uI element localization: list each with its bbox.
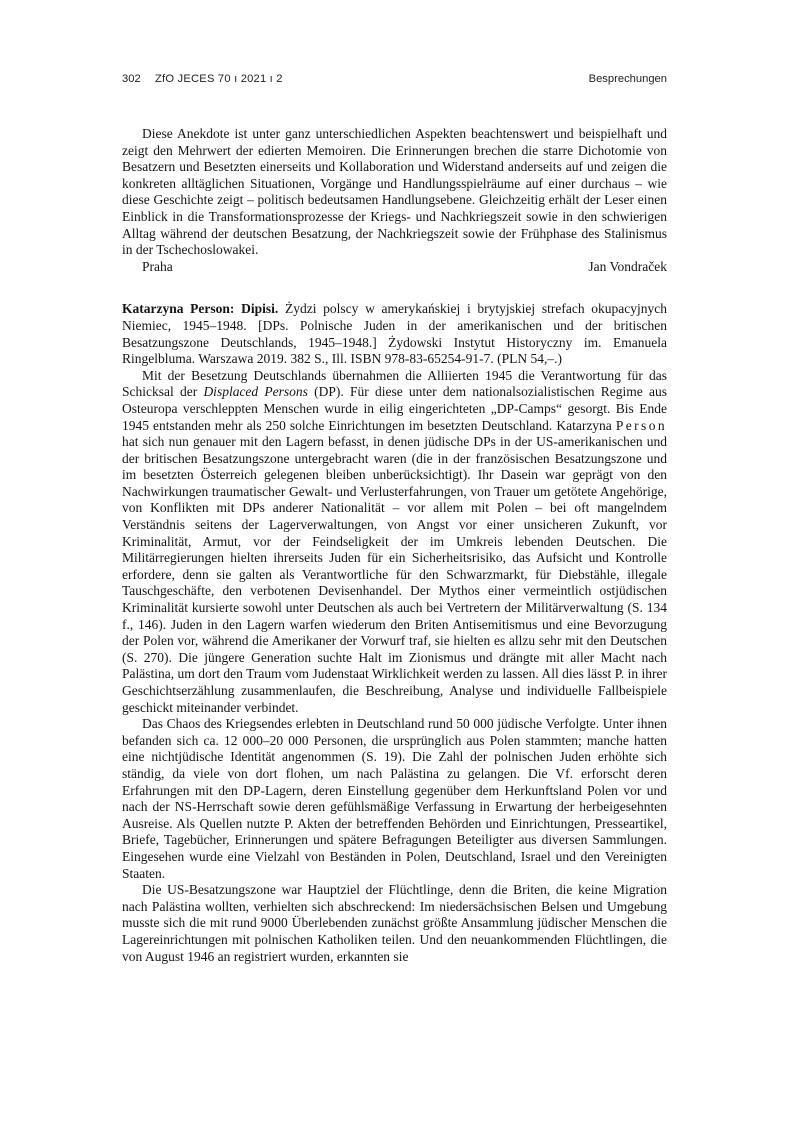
review2-p1-author-spaced: Person [615, 417, 667, 433]
review1-place: Praha [142, 258, 173, 274]
review2-p1-part-c: hat sich nun genauer mit den Lagern befasst, in denen jüdische DPs in der US-amerikanischen und der britischen Besatzungszone untergebracht waren (die in der französischen Besatzungszone und im besetzten Österreich gelegenen bleiben unberücksichtigt). Ihr Dasein war geprägt von den Nachwirkungen traumatischer Gewalt- und Verlusterfahrungen, von Trauer um getötete Angehörige, von Konflikten mit DPs anderer Nationalität – vor allem mit Polen – bei oft mangelndem Verständnis seitens der Lagerverwaltungen, von Angst vor einer unsicheren Zukunft, vor Kriminalität, Armut, vor der Feindseligkeit der im Umkreis lebenden Deutschen. Die Militärregierungen hielten ihrerseits Juden für ein Sicherheitsrisiko, das Aufsicht und Kontrolle erfordere, denn sie galten als Verantwortliche für den Schwarzmarkt, für Diebstähle, illegale Tauschgeschäfte, den verbotenen Devisenhandel. Der Mythos einer vermeintlich ostjüdischen Kriminalität kursierte sowohl unter Deutschen als auch bei Vertretern der Militärverwaltung (S. 134 f., 146). Juden in den Lagern warfen wiederum den Briten Antisemitismus und eine Bevorzugung der Polen vor, während die Amerikaner der Vorwurf traf, sie hielten es allzu sehr mit den Deutschen (S. 270). Die jüngere Generation suchte Halt im Zionismus und drängte mit aller Macht nach Palästina, um dort den Traum vom Judenstaat Wirklichkeit werden zu lassen. All dies lässt P. in ihrer Geschichtserzählung zusammenlaufen, die Beschreibung, Analyse und individuelle Fallbeispiele geschickt miteinander verbindet. [122, 434, 667, 715]
review2-paragraph-1 [122, 368, 667, 716]
review2-p1-italic: Displaced Persons [203, 384, 308, 400]
review2-heading-bibliography: Żydzi polscy w amerykańskiej i brytyjskiej strefach okupacyjnych Niemiec, 1945–1948. [DPs. Polnische Juden in der amerikanischen und der britischen Besatzungszone Deutschlands, 1945–1948.] Żydowski Instytut Historyczny im. Emanuela Ringelbluma. Warszawa 2019. 382 S., Ill. ISBN 978-83-65254-91-7. (PLN 54,–.) [122, 301, 667, 367]
review1-paragraph: Diese Anekdote ist unter ganz unterschiedlichen Aspekten beachtenswert und beispielhaft und zeigt den Mehrwert der edierten Memoiren. Die Erinnerungen brechen die starre Dichotomie von Besatzern und Besetzten einerseits und Kollaboration und Widerstand anderseits auf und zeigen die konkreten alltäglichen Situationen, Vorgänge und Handlungsspielräume auf einer durchaus – wie diese Geschichte zeigt – politisch bedeutsamen Handlungsebene. Gleichzeitig erhält der Leser einen Einblick in die Transformationsprozesse der Kriegs- und Nachkriegszeit sowie in den schwierigen Alltag während der deutschen Besatzung, der Nachkriegszeit sowie der Frühphase des Stalinismus in der Tschechoslowakei. [122, 126, 667, 258]
journal-title: ZfO JECES 70 ı 2021 ı 2 [155, 73, 283, 85]
review2-heading-author: Katarzyna Person: Dipisi. [122, 301, 279, 317]
review2-heading [122, 301, 667, 367]
review2-paragraph-2: Das Chaos des Kriegsendes erlebten in Deutschland rund 50 000 jüdische Verfolgte. Unter ihnen befanden sich ca. 12 000–20 000 Personen, die ursprünglich aus Polen stammten; manche hatten eine nichtjüdische Identität angenommen (S. 19). Die Zahl der polnischen Juden erhöhte sich ständig, da viele von dort flohen, um nach Palästina zu gelangen. Die Vf. erforscht deren Erfahrungen mit den DP-Lagern, deren Einstellung gegenüber dem Herkunftsland Polen vor und nach der NS-Herrschaft sowie deren gefühlsmäßige Verfassung in Erwartung der herbeigesehnten Ausreise. Als Quellen nutzte P. Akten der betreffenden Behörden und Einrichtungen, Presseartikel, Briefe, Tagebücher, Erinnerungen und spätere Befragungen Beteiligter aus diversen Sammlungen. Eingesehen wurde eine Vielzahl von Beständen in Polen, Deutschland, Israel und den Vereinigten Staaten. [122, 716, 667, 881]
running-header [122, 73, 667, 91]
review2-paragraph-3: Die US-Besatzungszone war Hauptziel der Flüchtlinge, denn die Briten, die keine Migration nach Palästina wollten, verhielten sich abschreckend: Im niedersächsischen Belsen und Umgebung musste sich die mit rund 9000 Überlebenden zunächst größte Ansammlung jüdischer Menschen die Lagereinrichtungen mit polnischen Katholiken teilen. Und den neuankommenden Flüchtlingen, die von August 1946 an registriert wurden, erkannten sie [122, 882, 667, 964]
review2-p1-part-b: (DP). Für diese unter dem nationalsozialistischen Regime aus Osteuropa verschleppten Menschen wurde in eilig eingerichteten „DP-Camps“ gesorgt. Bis Ende 1945 entstanden mehr als 250 solche Einrichtungen im besetzten Deutschland. Katarzyna [122, 384, 667, 433]
review2-p1-part-a: Mit der Besetzung Deutschlands übernahmen die Alliierten 1945 die Verantwortung für das Schicksal der [122, 367, 667, 400]
review-separator [122, 275, 667, 301]
page-number: 302 [122, 73, 141, 85]
review1-signature [122, 259, 667, 276]
review1-reviewer: Jan Vondraček [588, 258, 667, 274]
page-body [122, 126, 667, 965]
section-title: Besprechungen [588, 73, 667, 85]
